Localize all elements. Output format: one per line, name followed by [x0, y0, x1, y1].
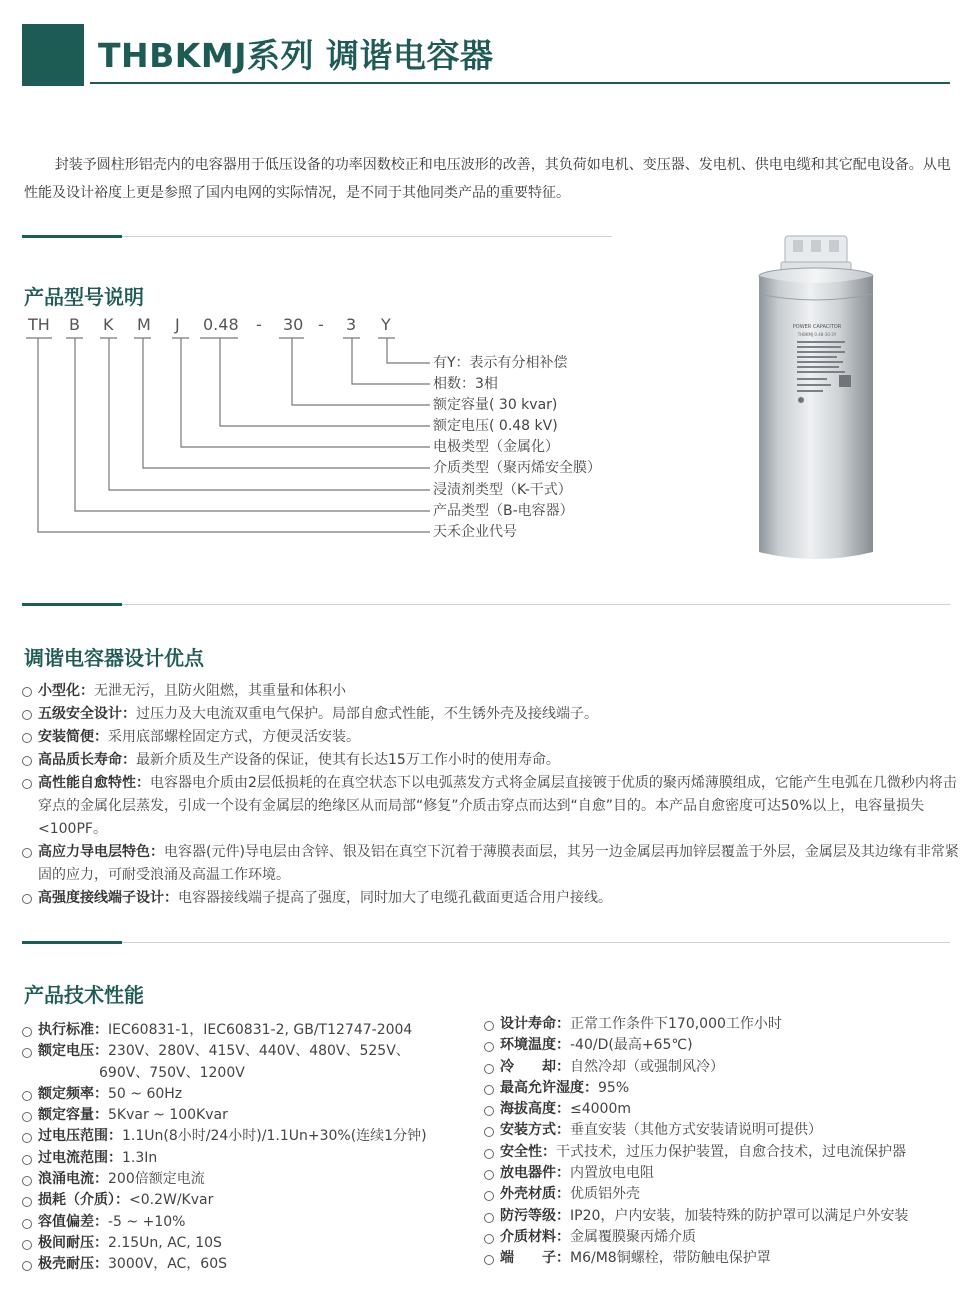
spec-item: 海拔高度：≤4000m — [484, 1099, 962, 1120]
bullet-icon — [22, 1261, 32, 1271]
spec-item: 极间耐压：2.15Un, AC, 10S — [22, 1233, 482, 1254]
intro-paragraph — [24, 151, 954, 207]
list-item: 高强度接线端子设计：电容器接线端子提高了强度，同时加大了电缆孔截面更适合用户接线。 — [22, 887, 962, 910]
bullet-icon — [484, 1127, 494, 1137]
spec-item: 额定容量：5Kvar ~ 100Kvar — [22, 1105, 482, 1126]
bullet-icon — [22, 1112, 32, 1122]
header-color-block — [22, 24, 84, 86]
list-item: 安装简便：采用底部螺栓固定方式，方便灵活安装。 — [22, 726, 962, 749]
spec-item: 外壳材质：优质铝外壳 — [484, 1184, 962, 1205]
model-desc-dielectric: 介质类型（聚丙烯安全膜） — [433, 460, 601, 476]
bullet-icon — [22, 1240, 32, 1250]
bullet-icon — [22, 1091, 32, 1101]
bullet-icon — [22, 1155, 32, 1165]
bullet-icon — [484, 1021, 494, 1031]
bullet-icon — [22, 687, 32, 697]
spec-item: 浪涌电流：200倍额定电流 — [22, 1169, 482, 1190]
code-dash-2: - — [318, 315, 324, 334]
model-desc-capacity: 额定容量( 30 kvar) — [433, 397, 558, 413]
bullet-icon — [484, 1106, 494, 1116]
code-j: J — [175, 315, 180, 334]
bullet-icon — [22, 733, 32, 743]
bullet-icon — [22, 1219, 32, 1229]
bullet-icon — [22, 756, 32, 766]
model-desc-electrode: 电极类型（金属化） — [433, 439, 559, 455]
bullet-icon — [22, 1197, 32, 1207]
spec-item: 放电器件：内置放电电阻 — [484, 1163, 962, 1184]
bullet-icon — [484, 1085, 494, 1095]
model-desc-company: 天禾企业代号 — [433, 524, 517, 540]
code-b: B — [69, 315, 80, 334]
capacitor-label-line1: POWER CAPACITOR — [792, 324, 842, 330]
model-desc-phase: 相数：3相 — [433, 376, 498, 392]
capacitor-product-image — [757, 232, 875, 567]
bullet-icon — [484, 1170, 494, 1180]
section-divider-model — [22, 236, 612, 237]
spec-item: 额定频率：50 ~ 60Hz — [22, 1084, 482, 1105]
capacitor-label-line2: THBKMJ 0.48-30-3Y — [797, 332, 837, 337]
spec-item: 额定电压：230V、280V、415V、440V、480V、525V、 — [22, 1041, 482, 1062]
model-desc-product: 产品类型（B-电容器） — [433, 503, 574, 519]
header-underline — [90, 82, 950, 84]
list-item: 高品质长寿命：最新介质及生产设备的保证，使其有长达15万工作小时的使用寿命。 — [22, 749, 962, 772]
list-item: 高性能自愈特性：电容器电介质由2层低损耗的在真空状态下以电弧蒸发方式将金属层直接镀于优质的聚丙烯薄膜组成，它能产生电弧在几微秒内将击穿点的金属化层蒸发，引成一个设有金属层的绝缘区从而局部“修复”介质击穿点而达到“自愈”目的。本产品自愈密度可达50%以上，电容量损失<100PF。 — [22, 772, 962, 841]
bullet-icon — [22, 1027, 32, 1037]
spec-item: 端 子：M6/M8铜螺栓，带防触电保护罩 — [484, 1248, 962, 1269]
intro-text: 封装予圆柱形铝壳内的电容器用于低压设备的功率因数校正和电压波形的改善，其负荷如电机、变压器、发电机、供电电缆和其它配电设备。从电性能及设计裕度上更是参照了国内电网的实际情况，是不同于其他同类产品的重要特征。 — [24, 157, 951, 201]
spec-item: 执行标准：IEC60831-1，IEC60831-2, GB/T12747-2004 — [22, 1020, 482, 1041]
bullet-icon — [484, 1213, 494, 1223]
model-desc-y: 有Y：表示有分相补偿 — [433, 355, 568, 371]
spec-item-continuation: 690V、750V、1200V — [99, 1064, 245, 1081]
code-phase: 3 — [346, 315, 357, 334]
specs-right-column — [484, 1014, 962, 1270]
spec-item: 损耗（介质）：<0.2W/Kvar — [22, 1190, 482, 1211]
spec-item: 最高允许湿度：95% — [484, 1078, 962, 1099]
bullet-icon — [22, 1048, 32, 1058]
bullet-icon — [484, 1234, 494, 1244]
code-voltage: 0.48 — [203, 315, 239, 334]
spec-item: 安装方式：垂直安装（其他方式安装请说明可提供） — [484, 1120, 962, 1141]
features-list — [22, 680, 962, 910]
spec-item: 容值偏差：-5 ~ +10% — [22, 1212, 482, 1233]
list-item: 高应力导电层特色：电容器(元件)导电层由含锌、银及铝在真空下沉着于薄膜表面层，其另一边金属层再加锌层覆盖于外层，金属层及其边缘有非常紧固的应力，可耐受浪涌及高温工作环境。 — [22, 841, 962, 887]
model-section-title: 产品型号说明 — [24, 285, 144, 309]
bullet-icon — [484, 1191, 494, 1201]
code-k: K — [103, 315, 114, 334]
bullet-icon — [484, 1064, 494, 1074]
bullet-icon — [22, 1176, 32, 1186]
model-desc-impregnant: 浸渍剂类型（K-干式） — [433, 482, 572, 498]
code-y: Y — [381, 315, 391, 334]
bullet-icon — [22, 710, 32, 720]
bullet-icon — [484, 1149, 494, 1159]
spec-item: 安全性：干式技术，过压力保护装置，自愈合技术，过电流保护器 — [484, 1142, 962, 1163]
bullet-icon — [22, 848, 32, 858]
code-dash-1: - — [256, 315, 262, 334]
bullet-icon — [484, 1042, 494, 1052]
spec-item: 冷 却：自然冷却（或强制风冷） — [484, 1057, 962, 1078]
spec-item: 过电流范围：1.3In — [22, 1148, 482, 1169]
code-capacity: 30 — [283, 315, 304, 334]
section-divider-specs — [22, 942, 950, 943]
section-divider-features — [22, 604, 950, 605]
features-section-title: 调谐电容器设计优点 — [24, 646, 204, 670]
model-desc-voltage: 额定电压( 0.48 kV) — [433, 418, 558, 434]
spec-item: 过电压范围：1.1Un(8小时/24小时)/1.1Un+30%(连续1分钟) — [22, 1126, 482, 1147]
spec-item: 极壳耐压：3000V，AC，60S — [22, 1254, 482, 1275]
spec-item: 环境温度：-40/D(最高+65℃) — [484, 1035, 962, 1056]
spec-item: 介质材料：金属覆膜聚丙烯介质 — [484, 1227, 962, 1248]
code-m: M — [137, 315, 151, 334]
specs-section-title: 产品技术性能 — [24, 983, 144, 1007]
bullet-icon — [22, 894, 32, 904]
list-item: 五级安全设计：过压力及大电流双重电气保护。局部自愈式性能，不生锈外壳及接线端子。 — [22, 703, 962, 726]
list-item: 小型化：无泄无污，且防火阻燃，其重量和体积小 — [22, 680, 962, 703]
spec-item: 防污等级：IP20，户内安装，加装特殊的防护罩可以满足户外安装 — [484, 1206, 962, 1227]
specs-left-column — [22, 1020, 482, 1276]
bullet-icon — [22, 1133, 32, 1143]
spec-item: 设计寿命：正常工作条件下170,000工作小时 — [484, 1014, 962, 1035]
code-th: TH — [28, 315, 50, 334]
bullet-icon — [484, 1255, 494, 1265]
bullet-icon — [22, 779, 32, 789]
page-title: THBKMJ系列 调谐电容器 — [98, 36, 494, 75]
